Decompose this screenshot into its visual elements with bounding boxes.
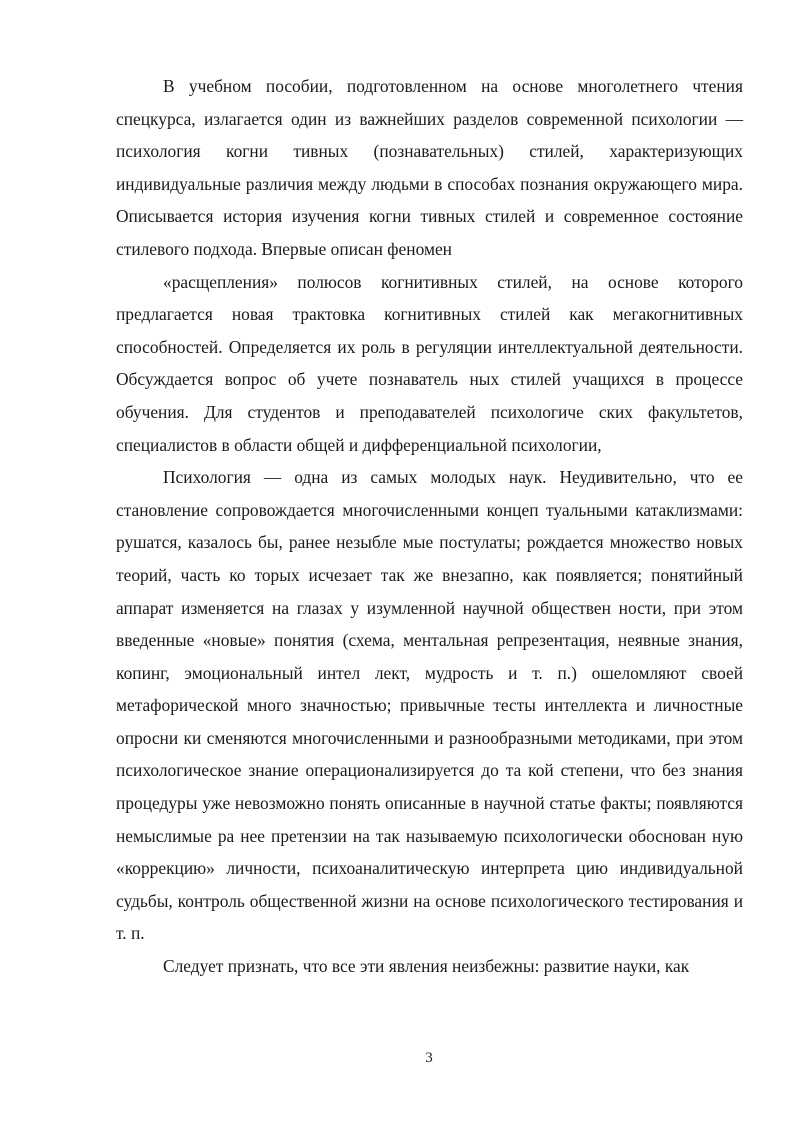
page-number: 3: [425, 1050, 433, 1066]
paragraph-1: В учебном пособии, подготовленном на основе многолетнего чтения спецкурса, излагается один из важнейших разделов современной психологии — психология когни тивных (познавательных) стилей, характеризующих индивидуальные различия между людьми в способах познания окружающего мира. Описывается история изучения когни тивных стилей и современное состояние стилевого подхода. Впервые описан феномен: [116, 76, 743, 259]
body-text: [116, 70, 743, 983]
paragraph-4: Следует признать, что все эти явления неизбежны: развитие науки, как: [163, 956, 690, 977]
paragraph-2: «расщепления» полюсов когнитивных стилей, на основе которого предлагается новая трактовка когнитивных стилей как мегакогнитивных способностей. Определяется их роль в регуляции интеллектуальной деятельности. Обсуждается вопрос об учете познаватель ных стилей учащихся в процессе обучения. Для студентов и преподавателей психологиче ских факультетов, специалистов в области общей и дифференциальной психологии,: [116, 271, 743, 455]
paragraph-3: Психология — одна из самых молодых наук. Неудивительно, что ее становление сопровождается многочисленными концеп туальными катаклизмами: рушатся, казалось бы, ранее незыбле мые постулаты; рождается множество новых теорий, часть ко торых исчезает так же внезапно, как появляется; понятийный аппарат изменяется на глазах у изумленной научной обществен ности, при этом введенные «новые» понятия (схема, ментальная репрезентация, неявные знания, копинг, эмоциональный интел лект, мудрость и т. п.) ошеломляют своей метафорической много значностью; привычные тесты интеллекта и личностные опросни ки сменяются многочисленными и разнообразными методиками, при этом психологическое знание операционализируется до та кой степени, что без знания процедуры уже невозможно понять описанные в научной статье факты; появляются немыслимые ра нее претензии на так называемую психологически обоснован ную «коррекцию» личности, психоаналитическую интерпрета цию индивидуальной судьбы, контроль общественной жизни на основе психологического тестирования и т. п.: [116, 467, 743, 944]
